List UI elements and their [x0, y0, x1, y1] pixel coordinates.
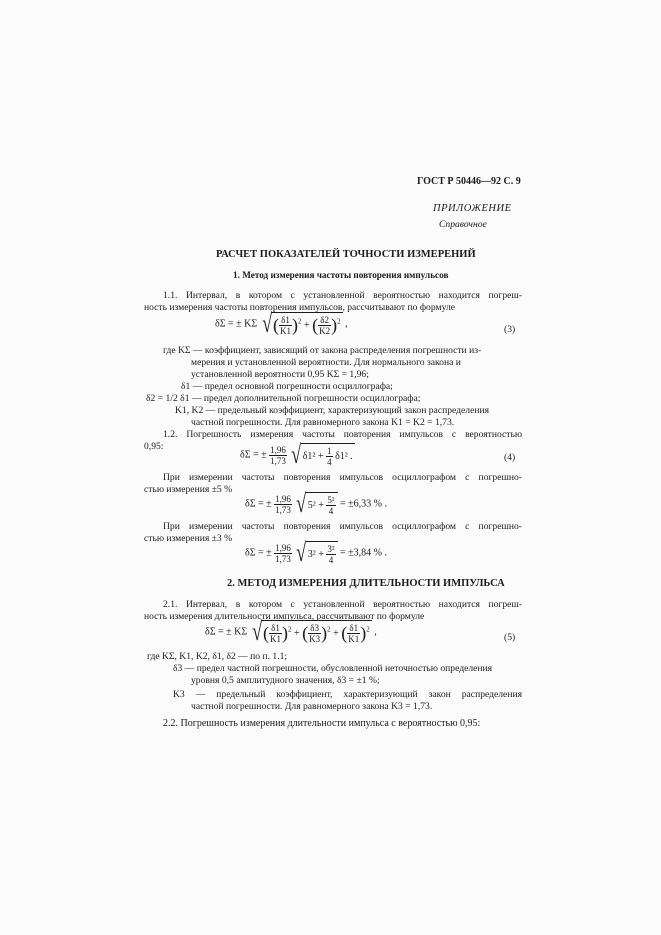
eq3pct-frac-den: 4	[328, 555, 334, 565]
p3pct-line2: стью измерения ±3 %	[144, 533, 233, 544]
eq5-frac2-den: K3	[309, 634, 321, 644]
p12-line1: 1.2. Погрешность измерения частоты повторения импульсов с вероятностью	[163, 429, 522, 440]
eq5pct-lhs: δΣ = ±	[245, 498, 272, 510]
p22: 2.2. Погрешность измерения длительности импульса с вероятностью 0,95:	[163, 718, 481, 729]
p21-line2: ность измерения длительности импульса, рассчитывают по формуле	[144, 611, 425, 622]
eq5-number: (5)	[504, 632, 516, 643]
equation-4	[240, 442, 355, 468]
s2-where3-line2: частной погрешности. Для равномерного закона K3 = 1,73.	[191, 701, 433, 712]
appendix-type: Справочное	[439, 219, 487, 230]
page-title: РАСЧЕТ ПОКАЗАТЕЛЕЙ ТОЧНОСТИ ИЗМЕРЕНИЙ	[216, 249, 476, 260]
eq4-number: (4)	[504, 452, 516, 463]
where4-line2: частной погрешности. Для равномерного закона K1 = K2 = 1,73.	[191, 417, 455, 428]
eq4-num: 1,96	[270, 444, 286, 455]
p5pct-line2: стью измерения ±5 %	[144, 484, 233, 495]
eq3-radicand: ( $\frac{\delta 1}{K1}$ )$^2$ + ( $\frac{\delta 2}{K2}$ )$^2$	[271, 312, 343, 336]
eq3pct-body-a: 3² +	[307, 549, 324, 560]
sqrt-icon: √	[296, 489, 307, 518]
eq3-plus: +	[303, 320, 310, 331]
eq3pct-frac-num: 3²	[327, 544, 335, 554]
eq3-frac1-num: δ1	[279, 315, 292, 326]
sqrt-icon: √	[261, 309, 272, 338]
eq3-lhs: δΣ = ± KΣ	[215, 318, 258, 330]
gost-header: ГОСТ Р 50446—92 С. 9	[417, 176, 521, 187]
eq5-plus2: +	[333, 628, 339, 639]
p11-line1: 1.1. Интервал, в котором с установленной вероятностью находится погреш-	[163, 290, 522, 301]
equation-3	[215, 311, 348, 337]
eq5pct-num: 1,96	[275, 493, 291, 504]
eq3pct-radicand	[306, 541, 338, 565]
where4-line1: K1, K2 — предельный коэффициент, характеризующий закон распределения	[175, 405, 490, 416]
s2-where3-line1: K3 — предельный коэффициент, характеризующий закон распределения	[173, 689, 522, 700]
p12-line2: 0,95:	[144, 441, 164, 452]
eq3-frac2-num: δ2	[318, 315, 331, 326]
where2: δ1 — предел основной погрешности осциллографа;	[181, 381, 393, 392]
section1-heading: 1. Метод измерения частоты повторения импульсов	[233, 270, 449, 280]
eq4-den: 1,73	[270, 455, 286, 466]
p3pct-line1: При измерении частоты повторения импульсов осциллографом с погрешно-	[163, 521, 522, 532]
s2-where2-line2: уровня 0,5 амплитудного значения, δ3 = ±1 %;	[191, 675, 380, 686]
eq5-frac1-den: K1	[269, 634, 281, 644]
eq5-frac2-num: δ3	[308, 623, 321, 634]
eq3-frac2-den: K2	[319, 326, 331, 336]
eq5pct-body-a: 5² +	[307, 500, 324, 511]
where1-line2: мерения и установленной вероятности. Для нормального закона и	[191, 357, 461, 368]
sqrt-icon: √	[251, 617, 262, 646]
eq4-body-a: δ1² +	[302, 451, 324, 462]
p11-line2: ность измерения частоты повторения импульсов, рассчитывают по формуле	[144, 302, 455, 313]
eq5-comma: ,	[374, 626, 377, 638]
eq4-body-b: δ1² .	[335, 451, 353, 462]
eq5-plus1: +	[293, 628, 300, 639]
eq3-sq1: 2	[297, 317, 302, 326]
where1-line3: установленной вероятности 0,95 KΣ = 1,96;	[191, 369, 369, 380]
eq3pct-result: = ±3,84 % .	[340, 547, 388, 559]
eq5-frac3-den: K1	[348, 634, 360, 644]
eq5-sq3: 2	[366, 625, 370, 634]
eq3-number: (3)	[504, 324, 516, 335]
where3: δ2 = 1/2 δ1 — предел дополнительной погрешности осциллографа;	[146, 393, 421, 404]
eq5pct-result: = ±6,33 % .	[340, 498, 388, 510]
where1-line1: где KΣ — коэффициент, зависящий от закона распределения погрешности из-	[163, 345, 482, 356]
eq4-frac-num: 1	[327, 446, 332, 456]
eq5-frac1-num: δ1	[269, 623, 282, 634]
eq3pct-den: 1,73	[275, 553, 291, 564]
appendix-label: ПРИЛОЖЕНИЕ	[433, 203, 512, 214]
eq3pct-num: 1,96	[275, 542, 291, 553]
sqrt-icon: √	[296, 538, 307, 567]
sqrt-icon: √	[291, 440, 302, 469]
equation-3pct	[245, 540, 387, 566]
equation-5	[205, 619, 377, 645]
eq5pct-frac-den: 4	[328, 506, 334, 516]
eq3-comma: ,	[345, 318, 348, 330]
eq3-frac1-den: K1	[279, 326, 291, 336]
section2-heading: 2. МЕТОД ИЗМЕРЕНИЯ ДЛИТЕЛЬНОСТИ ИМПУЛЬСА	[227, 578, 505, 589]
eq4-radicand	[301, 443, 355, 467]
eq4-frac-den: 4	[327, 457, 332, 467]
s2-where2-line1: δ3 — предел частной погрешности, обусловленной неточностью определения	[173, 663, 493, 674]
eq5-lhs: δΣ = ± KΣ	[205, 626, 248, 638]
eq5pct-den: 1,73	[275, 504, 291, 515]
eq4-lhs: δΣ = ±	[240, 449, 267, 461]
eq5-sq1: 2	[287, 625, 292, 634]
eq5-frac3-num: δ1	[347, 623, 360, 634]
eq5pct-radicand	[306, 492, 338, 516]
eq5pct-frac-num: 5²	[327, 495, 335, 505]
eq5-sq2: 2	[327, 625, 331, 634]
eq3-sq2: 2	[337, 317, 341, 326]
eq3pct-lhs: δΣ = ±	[245, 547, 272, 559]
equation-5pct	[245, 491, 387, 517]
p21-line1: 2.1. Интервал, в котором с установленной вероятностью находится погреш-	[163, 599, 522, 610]
eq5-radicand: ( $\frac{\delta 1}{K1}$ )$^2$ + ( $\frac{\delta 3}{K3}$ )$^2$ + ( $\frac{\delta 1}{K1}$ )$^2$	[261, 620, 372, 644]
p5pct-line1: При измерении частоты повторения импульсов осциллографом с погрешно-	[163, 472, 522, 483]
s2-where1: где KΣ, K1, K2, δ1, δ2 — по п. 1.1;	[147, 651, 288, 662]
